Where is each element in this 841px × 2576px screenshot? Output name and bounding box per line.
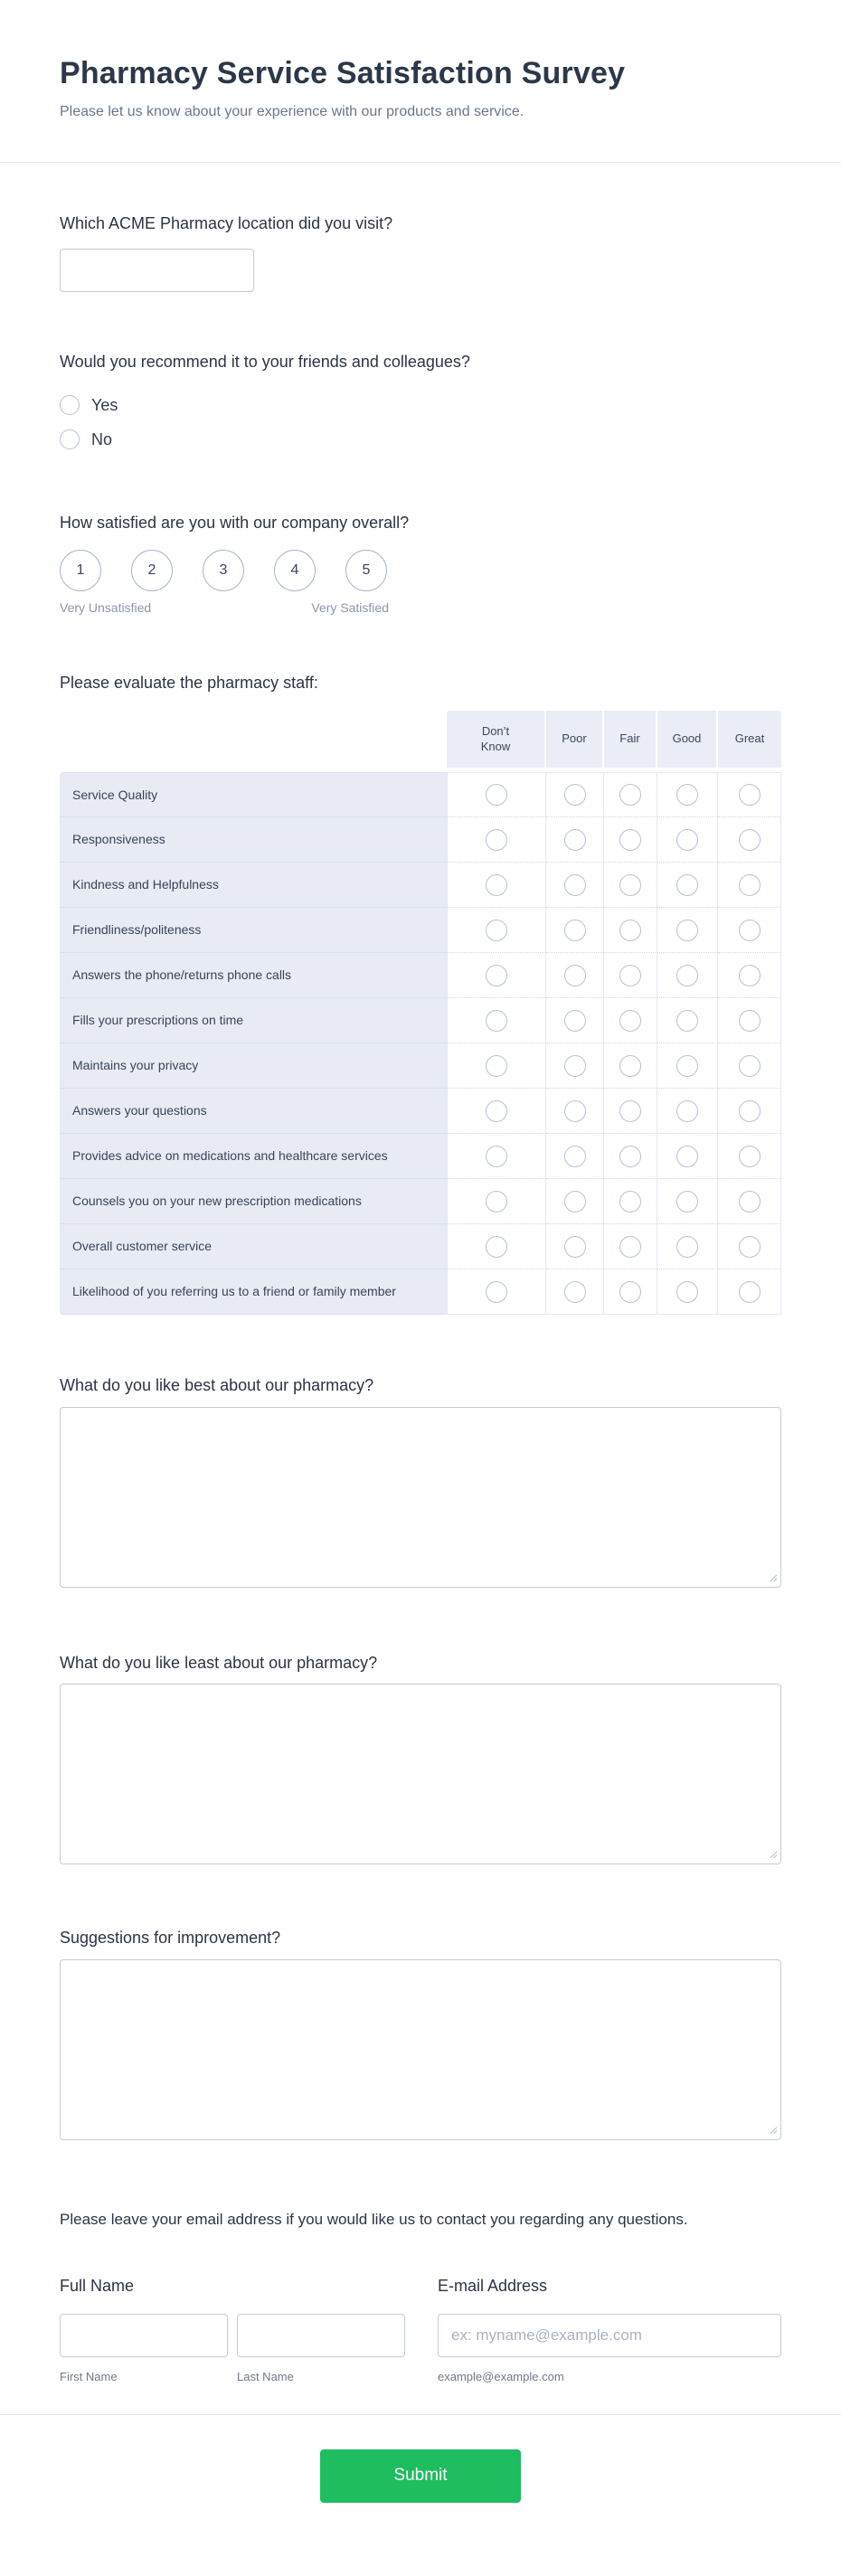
rating-radio[interactable] [739, 1010, 761, 1032]
resize-handle-icon[interactable] [769, 2126, 777, 2134]
rating-cell-good [657, 953, 718, 998]
rating-cell-great [718, 953, 781, 998]
recommend-option-no[interactable] [60, 429, 781, 449]
rating-cell-good [657, 1134, 718, 1179]
rating-radio[interactable] [619, 1010, 641, 1032]
scale-option-4[interactable]: 4 [274, 550, 316, 591]
scale-option-3[interactable]: 3 [203, 550, 244, 591]
radio-option-label: Yes [91, 395, 118, 414]
rating-cell-good [657, 1179, 718, 1224]
table-row [60, 953, 781, 998]
rating-radio[interactable] [676, 1010, 698, 1032]
rating-radio[interactable] [564, 1281, 586, 1303]
rating-cell-great [718, 817, 781, 863]
rating-radio[interactable] [486, 1010, 507, 1032]
scale-option-5[interactable]: 5 [345, 550, 387, 591]
rating-cell-poor [546, 772, 604, 817]
rating-cell-poor [546, 1269, 604, 1315]
contact-note: Please leave your email address if you would like us to contact you regarding any questions. [60, 2210, 688, 2228]
page-title: Pharmacy Service Satisfaction Survey [60, 56, 626, 90]
scale-left-label: Very Unsatisfied [60, 599, 152, 615]
rating-radio[interactable] [486, 965, 507, 986]
rating-cell-great [718, 1043, 781, 1089]
rating-cell-dont-know [447, 1224, 546, 1269]
rating-radio[interactable] [739, 784, 761, 806]
rating-cell-good [657, 908, 718, 953]
rating-radio[interactable] [486, 784, 507, 806]
rating-radio[interactable] [619, 1236, 641, 1258]
submit-area [0, 2449, 841, 2548]
rating-radio[interactable] [619, 1146, 641, 1167]
rating-radio[interactable] [676, 874, 698, 896]
row-label: Friendliness/politeness [60, 908, 447, 953]
rating-radio[interactable] [739, 1100, 761, 1122]
table-row [60, 908, 781, 953]
rating-radio[interactable] [564, 920, 586, 941]
table-row [60, 1089, 781, 1134]
row-label: Answers the phone/returns phone calls [60, 953, 447, 998]
rating-cell-poor [546, 1179, 604, 1224]
question-staff-eval [60, 673, 781, 1316]
table-row [60, 863, 781, 908]
resize-handle-icon[interactable] [769, 1573, 777, 1581]
rating-cell-fair [604, 1269, 657, 1315]
rating-cell-fair [604, 1043, 657, 1089]
rating-radio[interactable] [619, 965, 641, 986]
rating-radio[interactable] [486, 1146, 507, 1167]
question-like-best [60, 1375, 781, 1588]
rating-radio[interactable] [739, 1281, 761, 1303]
rating-cell-poor [546, 998, 604, 1043]
table-row [60, 1179, 781, 1224]
rating-cell-fair [604, 953, 657, 998]
question-staff-eval-label: Please evaluate the pharmacy staff: [60, 673, 318, 692]
table-row [60, 998, 781, 1043]
rating-radio[interactable] [619, 920, 641, 941]
last-name-input[interactable] [237, 2314, 405, 2357]
rating-cell-good [657, 998, 718, 1043]
rating-radio[interactable] [619, 784, 641, 806]
rating-radio[interactable] [676, 1236, 698, 1258]
like-least-textarea[interactable] [60, 1684, 781, 1864]
rating-radio[interactable] [486, 829, 507, 851]
rating-radio[interactable] [676, 1100, 698, 1122]
rating-radio[interactable] [619, 829, 641, 851]
question-satisfaction-label: How satisfied are you with our company overall? [60, 514, 410, 532]
row-label: Responsiveness [60, 817, 447, 863]
rating-radio[interactable] [676, 920, 698, 941]
question-suggestions [60, 1928, 781, 2140]
rating-cell-fair [604, 1224, 657, 1269]
rating-radio[interactable] [676, 1191, 698, 1213]
question-recommend [60, 352, 781, 450]
row-label: Fills your prescriptions on time [60, 998, 447, 1043]
column-header-good: Good [657, 711, 718, 768]
rating-radio[interactable] [739, 1055, 761, 1077]
rating-radio[interactable] [739, 1236, 761, 1258]
rating-radio[interactable] [739, 829, 761, 851]
full-name-label: Full Name [60, 2276, 135, 2295]
rating-cell-dont-know [447, 953, 546, 998]
rating-cell-good [657, 863, 718, 908]
rating-radio[interactable] [739, 874, 761, 896]
rating-radio[interactable] [739, 965, 761, 986]
rating-radio[interactable] [619, 1191, 641, 1213]
rating-radio[interactable] [676, 784, 698, 806]
last-name-sublabel: Last Name [237, 2369, 294, 2383]
table-header-row [447, 711, 781, 768]
rating-radio[interactable] [564, 1100, 586, 1122]
rating-radio[interactable] [564, 1010, 586, 1032]
question-like-least-label: What do you like least about our pharmacy? [60, 1653, 378, 1672]
header-divider [0, 162, 841, 163]
rating-radio[interactable] [619, 1055, 641, 1077]
question-suggestions-label: Suggestions for improvement? [60, 1929, 281, 1947]
rating-cell-dont-know [447, 908, 546, 953]
rating-cell-great [718, 908, 781, 953]
first-name-sublabel: First Name [60, 2369, 118, 2383]
rating-radio[interactable] [619, 874, 641, 896]
like-best-textarea[interactable] [60, 1407, 781, 1588]
rating-cell-good [657, 1224, 718, 1269]
rating-cell-good [657, 1269, 718, 1315]
rating-cell-good [657, 1043, 718, 1089]
scale-option-1[interactable]: 1 [60, 550, 101, 591]
email-input[interactable] [438, 2314, 781, 2357]
rating-radio[interactable] [486, 1191, 507, 1213]
scale-option-2[interactable]: 2 [131, 550, 173, 591]
row-label: Likelihood of you referring us to a friend or family member [60, 1269, 447, 1315]
full-name-field [60, 2277, 405, 2383]
question-like-least [60, 1653, 781, 1865]
satisfaction-scale [60, 550, 781, 591]
question-satisfaction [60, 513, 781, 615]
table-row [60, 772, 781, 817]
rating-cell-great [718, 1179, 781, 1224]
table-row [60, 1224, 781, 1269]
table-row [60, 1134, 781, 1179]
table-body [60, 772, 781, 1315]
submit-button[interactable]: Submit [320, 2449, 521, 2503]
question-location-label: Which ACME Pharmacy location did you visit? [60, 214, 393, 232]
rating-radio[interactable] [676, 965, 698, 986]
rating-radio[interactable] [676, 1055, 698, 1077]
rating-cell-great [718, 772, 781, 817]
rating-cell-great [718, 1089, 781, 1134]
rating-cell-fair [604, 1134, 657, 1179]
table-row [60, 1043, 781, 1089]
rating-cell-poor [546, 953, 604, 998]
contact-fields [60, 2277, 781, 2383]
rating-radio[interactable] [486, 1236, 507, 1258]
row-label: Service Quality [60, 772, 447, 817]
radio-option-label: No [91, 429, 113, 448]
radio-button-icon[interactable] [60, 429, 80, 449]
rating-cell-dont-know [447, 863, 546, 908]
row-label: Counsels you on your new prescription medications [60, 1179, 447, 1224]
rating-cell-fair [604, 817, 657, 863]
column-header-poor: Poor [546, 711, 604, 768]
rating-cell-great [718, 998, 781, 1043]
rating-cell-dont-know [447, 1269, 546, 1315]
rating-radio[interactable] [564, 1055, 586, 1077]
rating-cell-good [657, 772, 718, 817]
footer-divider [0, 2414, 841, 2415]
rating-radio[interactable] [564, 1236, 586, 1258]
table-row [60, 1269, 781, 1315]
rating-radio[interactable] [564, 1146, 586, 1167]
rating-cell-dont-know [447, 817, 546, 863]
rating-cell-great [718, 1134, 781, 1179]
rating-radio[interactable] [564, 965, 586, 986]
rating-radio[interactable] [676, 829, 698, 851]
row-label: Kindness and Helpfulness [60, 863, 447, 908]
row-label: Answers your questions [60, 1089, 447, 1134]
rating-radio[interactable] [486, 1055, 507, 1077]
table-row [60, 817, 781, 863]
rating-cell-dont-know [447, 1179, 546, 1224]
rating-cell-poor [546, 1089, 604, 1134]
rating-cell-good [657, 1089, 718, 1134]
resize-handle-icon[interactable] [769, 1850, 777, 1858]
email-sublabel: example@example.com [438, 2369, 564, 2383]
page-subtitle: Please let us know about your experience with our products and service. [60, 104, 524, 119]
rating-radio[interactable] [486, 1281, 507, 1303]
staff-eval-table [60, 711, 781, 1315]
first-name-input[interactable] [60, 2314, 228, 2357]
rating-cell-dont-know [447, 1089, 546, 1134]
rating-cell-poor [546, 863, 604, 908]
row-label: Overall customer service [60, 1224, 447, 1269]
rating-cell-great [718, 1224, 781, 1269]
rating-cell-fair [604, 1179, 657, 1224]
rating-cell-dont-know [447, 1043, 546, 1089]
suggestions-textarea[interactable] [60, 1959, 781, 2140]
email-label: E-mail Address [438, 2276, 548, 2295]
column-header-dont-know: Don’t Know [447, 711, 546, 768]
scale-right-label: Very Satisfied [311, 599, 389, 615]
row-label: Provides advice on medications and healthcare services [60, 1134, 447, 1179]
rating-radio[interactable] [619, 1281, 641, 1303]
rating-radio[interactable] [739, 1146, 761, 1167]
rating-radio[interactable] [564, 784, 586, 806]
rating-radio[interactable] [486, 1100, 507, 1122]
rating-cell-dont-know [447, 998, 546, 1043]
rating-cell-fair [604, 863, 657, 908]
rating-radio[interactable] [619, 1100, 641, 1122]
rating-radio[interactable] [739, 1191, 761, 1213]
rating-radio[interactable] [564, 829, 586, 851]
scale-edge-labels [60, 600, 389, 615]
rating-radio[interactable] [676, 1146, 698, 1167]
form-header [0, 56, 841, 120]
rating-cell-poor [546, 908, 604, 953]
column-header-fair: Fair [604, 711, 657, 768]
rating-cell-great [718, 1269, 781, 1315]
row-label: Maintains your privacy [60, 1043, 447, 1089]
rating-cell-dont-know [447, 772, 546, 817]
rating-cell-poor [546, 817, 604, 863]
rating-radio[interactable] [564, 874, 586, 896]
rating-cell-poor [546, 1134, 604, 1179]
rating-cell-fair [604, 772, 657, 817]
rating-cell-poor [546, 1224, 604, 1269]
recommend-option-yes[interactable] [60, 395, 781, 415]
question-recommend-label: Would you recommend it to your friends and colleagues? [60, 352, 470, 371]
rating-cell-dont-know [447, 1134, 546, 1179]
question-like-best-label: What do you like best about our pharmacy? [60, 1376, 374, 1394]
rating-radio[interactable] [486, 874, 507, 896]
rating-cell-fair [604, 908, 657, 953]
rating-radio[interactable] [486, 920, 507, 941]
rating-radio[interactable] [676, 1281, 698, 1303]
rating-radio[interactable] [739, 920, 761, 941]
rating-cell-poor [546, 1043, 604, 1089]
email-field-group [438, 2277, 781, 2383]
rating-cell-fair [604, 998, 657, 1043]
recommend-options [60, 395, 781, 449]
radio-button-icon[interactable] [60, 395, 80, 415]
question-location [60, 213, 781, 292]
location-input[interactable] [60, 249, 254, 292]
rating-cell-good [657, 817, 718, 863]
rating-radio[interactable] [564, 1191, 586, 1213]
rating-cell-fair [604, 1089, 657, 1134]
rating-cell-great [718, 863, 781, 908]
column-header-great: Great [718, 711, 781, 768]
